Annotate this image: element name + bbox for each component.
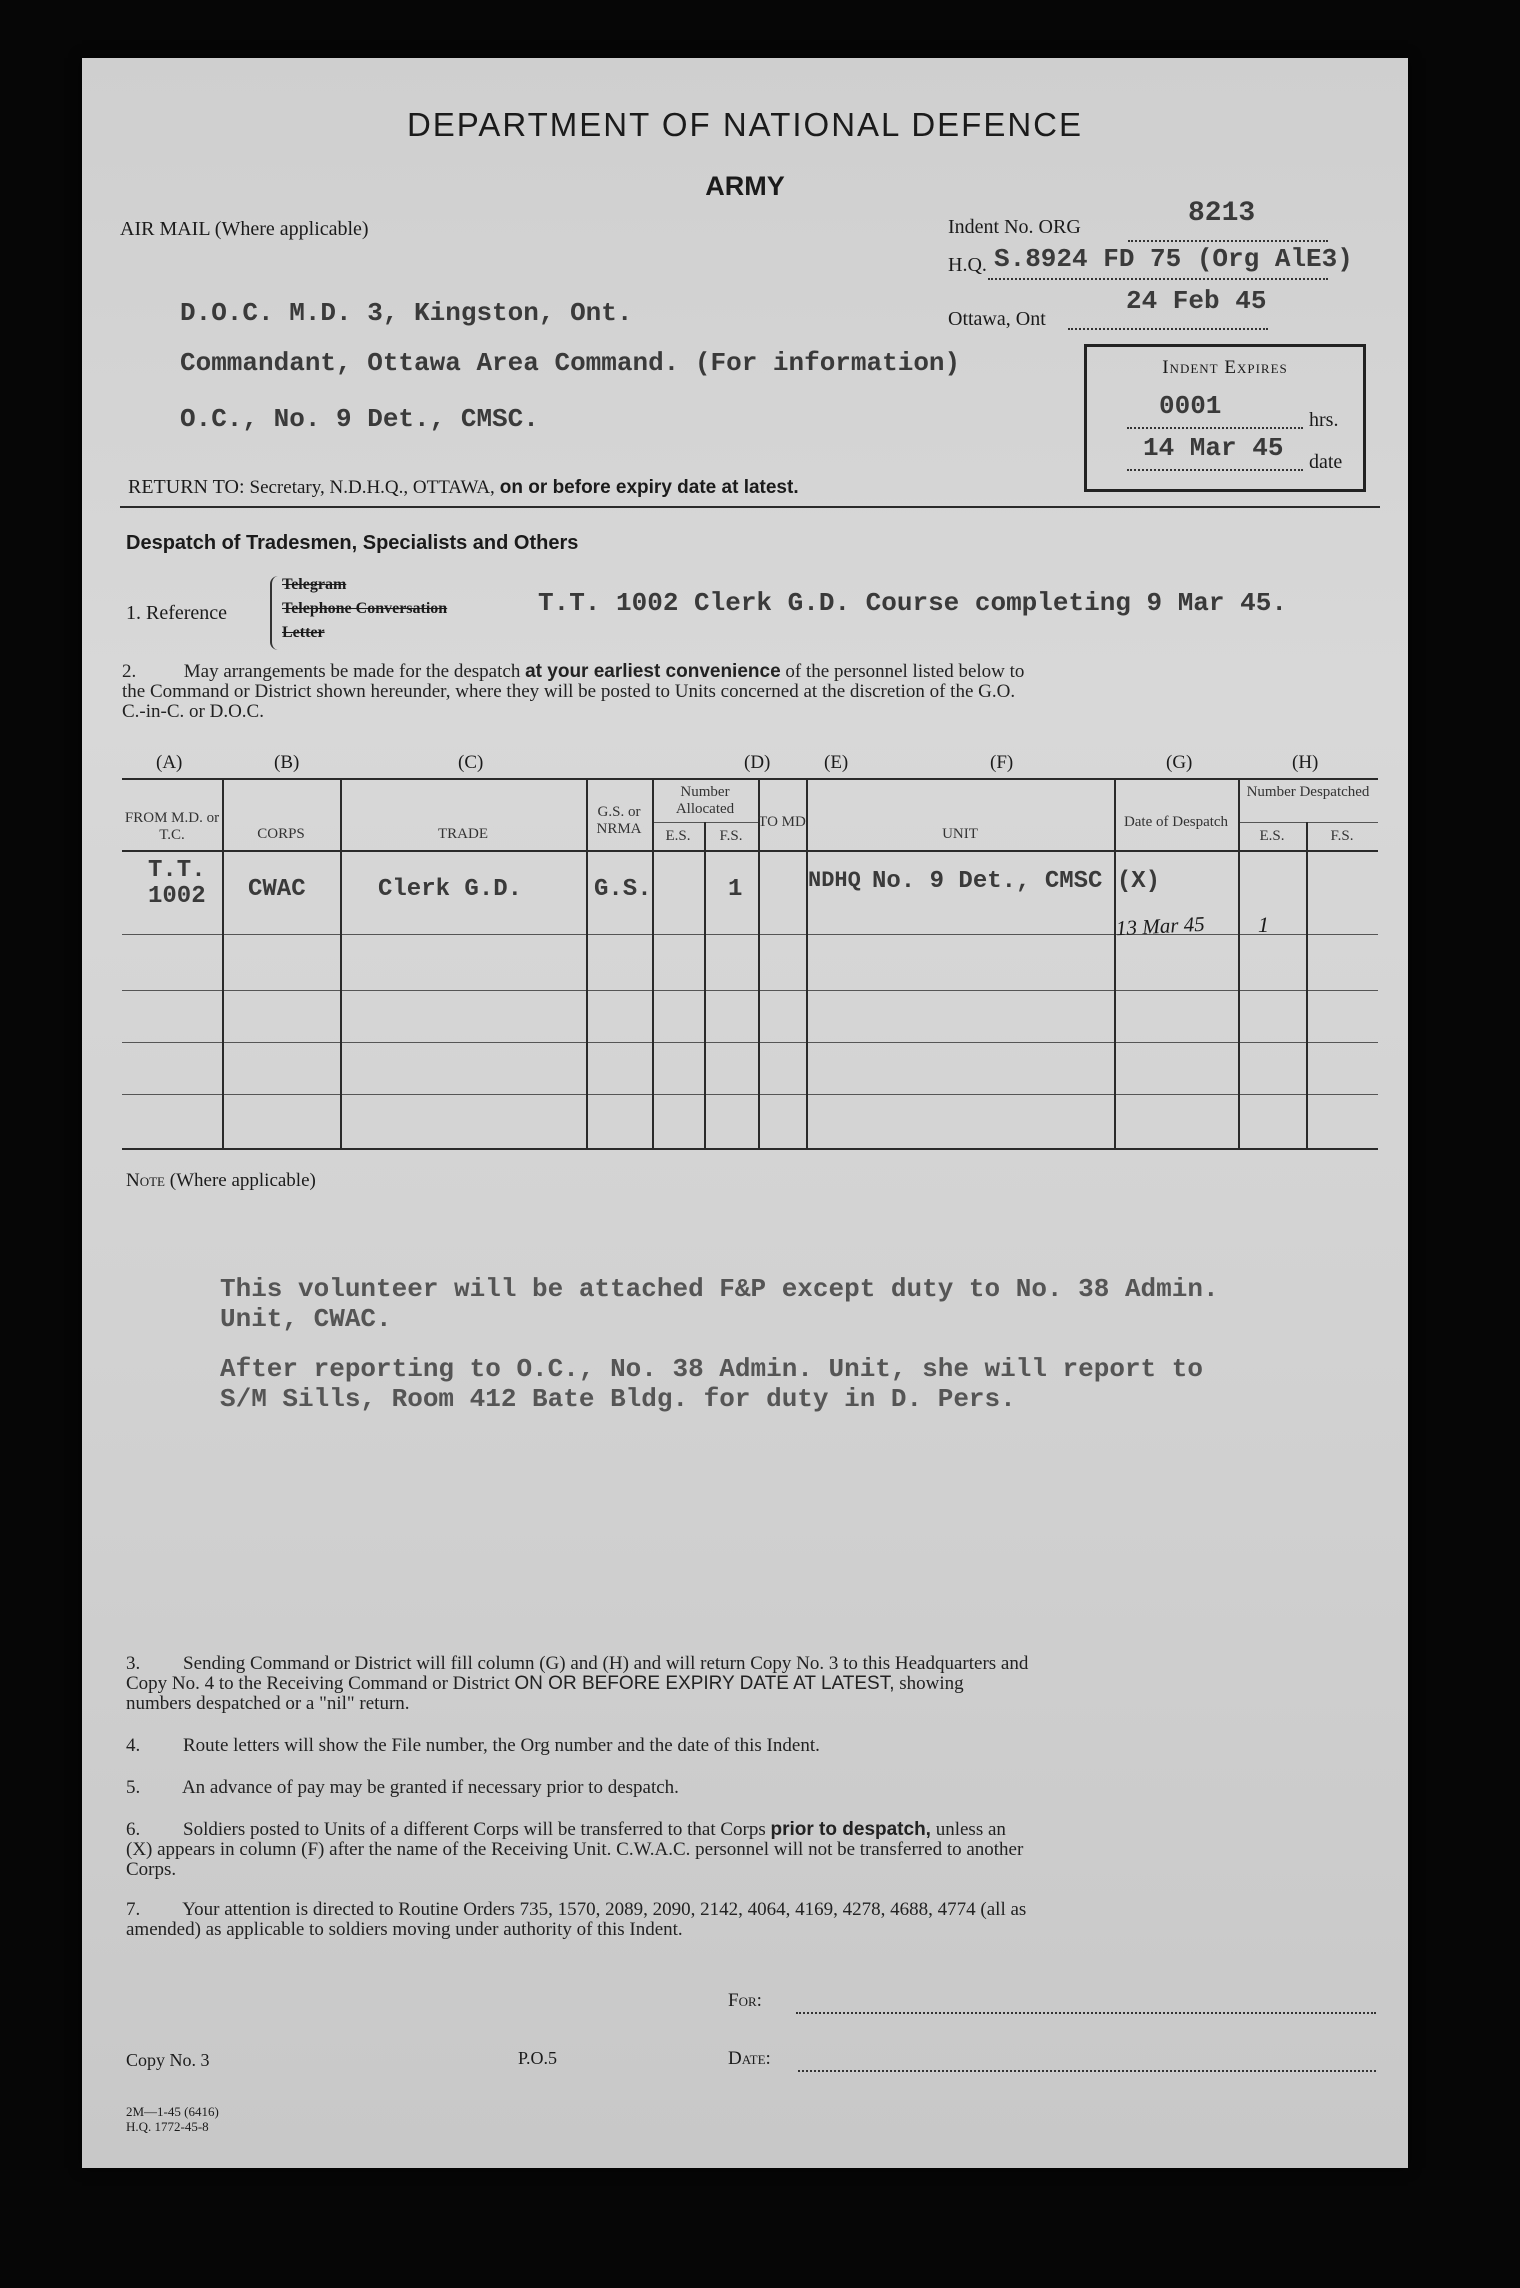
para-3-text-b2: showing [899, 1673, 964, 1694]
col-letter-b: (B) [274, 752, 300, 773]
para-7-line-2: amended) as applicable to soldiers moving under authority of this Indent. [126, 1919, 683, 1940]
para-6-line-3: Corps. [126, 1859, 177, 1880]
return-to-deadline: on or before expiry date at latest. [499, 477, 799, 498]
th-unit: UNIT [942, 826, 978, 842]
col-letter-d: (D) [744, 752, 771, 773]
th-despatched-fs: F.S. [1330, 828, 1354, 844]
th-trade: TRADE [438, 826, 488, 842]
hq-file-value: S.8924 FD 75 (Org AlE3) [994, 244, 1353, 274]
for-label: For: [728, 1990, 762, 2011]
th-allocated-fs: F.S. [719, 828, 743, 844]
note-line-2: Unit, CWAC. [220, 1304, 392, 1334]
indent-expires-title: Indent Expires [1162, 357, 1288, 378]
para-3-bold: ON OR BEFORE EXPIRY DATE AT LATEST, [514, 1673, 895, 1694]
th-from: FROM M.D. or T.C. [124, 810, 220, 843]
hrs-label: hrs. [1309, 409, 1339, 431]
reference-option-letter: Letter [282, 624, 325, 641]
row-allocated-es: 1 [728, 876, 743, 903]
para-4-number: 4. [126, 1735, 141, 1756]
ottawa-label: Ottawa, Ont [948, 308, 1046, 330]
reference-value: T.T. 1002 Clerk G.D. Course completing 9 Mar 45. [538, 588, 1287, 618]
para-4-text: Route letters will show the File number, the Org number and the date of this Indent. [183, 1735, 820, 1756]
print-code [126, 2104, 219, 2134]
para-2-line-2: the Command or District shown hereunder, where they will be posted to Units concerned at the discretion of the G.O. [122, 681, 1016, 702]
reference-brace [270, 576, 282, 650]
print-code-line-2: H.Q. 1772-45-8 [126, 2119, 209, 2134]
return-to-text: Secretary, N.D.H.Q., OTTAWA, [249, 477, 495, 498]
reference-option-telephone: Telephone Conversation [282, 600, 448, 617]
print-code-line-1: 2M—1-45 (6416) [126, 2104, 219, 2119]
para-2-line-1 [122, 662, 1024, 682]
th-to-md: TO MD [758, 814, 806, 830]
para-6-text-a1: Soldiers posted to Units of a different Corps will be transferred to that Corps [183, 1819, 766, 1840]
th-gs-nrma: G.S. or NRMA [596, 804, 642, 837]
row-date-despatch: 13 Mar 45 [1115, 911, 1206, 941]
para-6-number: 6. [126, 1819, 141, 1840]
para-3-line-2 [126, 1674, 964, 1694]
para-3-line-3: numbers despatched or a "nil" return. [126, 1693, 410, 1714]
form-po: P.O.5 [518, 2048, 558, 2068]
row-from [148, 858, 206, 910]
row-to-md: NDHQ [808, 868, 861, 893]
col-letter-e: (E) [824, 752, 849, 773]
para-3-number: 3. [126, 1653, 141, 1674]
row-despatched-es: 1 [1258, 912, 1269, 937]
note-label-line [126, 1170, 316, 1192]
hq-label: H.Q. [948, 254, 987, 276]
th-number-allocated: Number Allocated [675, 784, 735, 817]
air-mail-label: AIR MAIL (Where applicable) [120, 218, 369, 240]
para-7-number: 7. [126, 1899, 141, 1920]
addressee-line-1: D.O.C. M.D. 3, Kingston, Ont. [180, 298, 633, 328]
para-2-line-3: C.-in-C. or D.O.C. [122, 701, 264, 722]
col-letter-c: (C) [458, 752, 484, 773]
col-letter-f: (F) [990, 752, 1014, 773]
date-footer-label: Date: [728, 2048, 771, 2069]
return-to-line [128, 476, 799, 499]
col-letter-h: (H) [1292, 752, 1319, 773]
note-line-4: S/M Sills, Room 412 Bate Bldg. for duty in D. Pers. [220, 1384, 1016, 1414]
para-7-line-1 [126, 1900, 1026, 1920]
for-signature-line [796, 1990, 1376, 2014]
indent-number-label: Indent No. ORG [948, 216, 1081, 238]
para-5-text: An advance of pay may be granted if necessary prior to despatch. [181, 1777, 679, 1798]
col-letter-g: (G) [1166, 752, 1193, 773]
indent-form-sheet [82, 58, 1408, 2168]
th-date-of-despatch: Date of Despatch [1123, 814, 1229, 830]
para-5 [126, 1778, 679, 1798]
expiry-hrs-value: 0001 [1159, 391, 1222, 421]
th-number-despatched: Number Despatched [1246, 784, 1370, 800]
para-5-number: 5. [126, 1777, 141, 1798]
note-line-3: After reporting to O.C., No. 38 Admin. Unit, she will report to [220, 1354, 1203, 1384]
reference-label: 1. Reference [126, 602, 228, 624]
th-allocated-es: E.S. [665, 828, 691, 844]
para-6-text-a2: unless an [935, 1819, 1006, 1840]
para-7-text-a: Your attention is directed to Routine Orders 735, 1570, 2089, 2090, 2142, 4064, 4169, 4278, 4688, 4774 (all as [182, 1899, 1027, 1920]
para-2-text-b: of the personnel listed below to [785, 661, 1025, 682]
date-footer-line [798, 2048, 1376, 2072]
row-trade: Clerk G.D. [378, 876, 523, 903]
indent-expires-box [1084, 344, 1366, 492]
para-2-text-a: May arrangements be made for the despatch [183, 661, 521, 682]
section-title: Despatch of Tradesmen, Specialists and Others [126, 532, 579, 554]
indent-number-value: 8213 [1188, 198, 1256, 229]
para-2-bold: at your earliest convenience [525, 661, 781, 682]
row-from-line-2: 1002 [148, 883, 206, 910]
copy-number: Copy No. 3 [126, 2050, 210, 2070]
col-letter-a: (A) [156, 752, 183, 773]
para-3-text-a: Sending Command or District will fill column (G) and (H) and will return Copy No. 3 to this Headquarters and [183, 1653, 1029, 1674]
army-title: ARMY [705, 171, 785, 201]
para-6-line-2: (X) appears in column (F) after the name of the Receiving Unit. C.W.A.C. personnel will not be transferred to another [126, 1839, 1024, 1860]
note-line-1: This volunteer will be attached F&P except duty to No. 38 Admin. [220, 1274, 1219, 1304]
ottawa-date-value: 24 Feb 45 [1126, 286, 1267, 316]
th-despatched-es: E.S. [1259, 828, 1285, 844]
addressee-line-3: O.C., No. 9 Det., CMSC. [180, 404, 539, 434]
expiry-date-value: 14 Mar 45 [1143, 433, 1284, 463]
para-3-text-b1: Copy No. 4 to the Receiving Command or District [126, 1673, 510, 1694]
header-divider [120, 506, 1380, 508]
date-label: date [1309, 451, 1343, 473]
note-label: Note [126, 1170, 165, 1191]
return-to-label: RETURN TO: [128, 476, 245, 498]
addressee-line-2: Commandant, Ottawa Area Command. (For information) [180, 348, 961, 378]
row-gs: G.S. [594, 876, 652, 903]
para-6-bold: prior to despatch, [770, 1819, 931, 1840]
row-corps: CWAC [248, 876, 306, 903]
para-4 [126, 1736, 820, 1756]
department-title: DEPARTMENT OF NATIONAL DEFENCE [406, 106, 1084, 143]
para-2-number: 2. [122, 661, 137, 682]
row-unit: No. 9 Det., CMSC (X) [872, 868, 1161, 895]
note-label-suffix: (Where applicable) [169, 1170, 316, 1191]
reference-option-telegram: Telegram [282, 576, 347, 593]
para-3-line-1 [126, 1654, 1028, 1674]
th-corps: CORPS [257, 826, 305, 842]
para-6-line-1 [126, 1820, 1006, 1840]
row-from-line-1: T.T. [148, 857, 206, 884]
